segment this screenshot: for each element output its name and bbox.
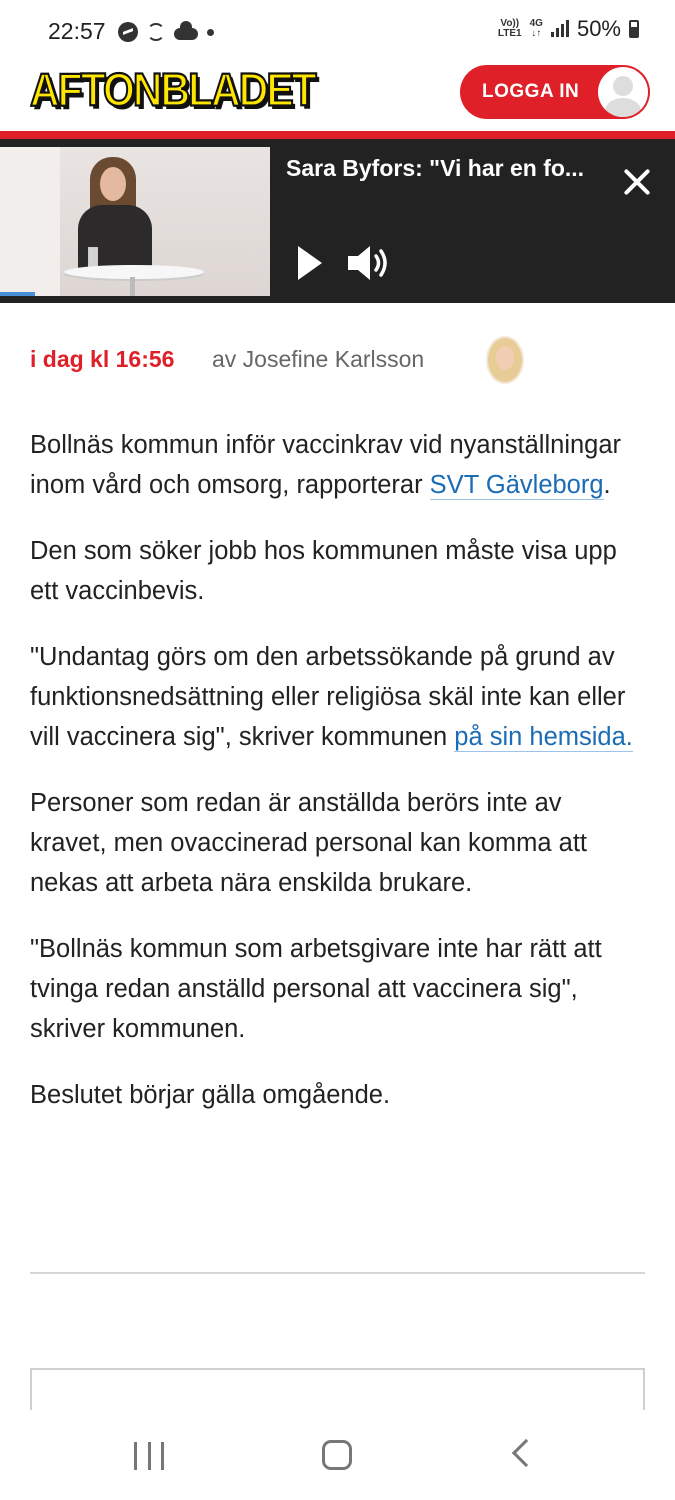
data-arrows-icon: ↓↑ [531, 28, 542, 39]
battery-icon [629, 20, 639, 38]
paragraph-1-end: . [603, 471, 611, 499]
video-title[interactable]: Sara Byfors: "Vi har en fo... [286, 155, 585, 181]
battery-percent: 50% [576, 16, 621, 41]
recent-apps-icon[interactable] [134, 1442, 164, 1470]
paragraph-1 [30, 425, 645, 505]
video-progress-bar [0, 292, 35, 296]
article-body [30, 425, 645, 1141]
site-header [0, 62, 675, 134]
paragraph-6: Beslutet börjar gälla omgående. [30, 1081, 391, 1109]
author-byline[interactable]: av Josefine Karlsson [212, 346, 425, 372]
aftonbladet-logo[interactable]: AFTONBLADET [30, 64, 315, 116]
volte-indicator [498, 19, 522, 39]
network-label: 4G [529, 18, 543, 29]
notification-icons [118, 18, 214, 46]
article-meta [30, 340, 645, 390]
user-avatar-icon [598, 67, 648, 117]
paragraph-2: Den som söker jobb hos kommunen måste visa upp ett vaccinbevis. [30, 537, 617, 605]
paragraph-4: Personer som redan är anställda berörs inte av kravet, men ovaccinerad personal kan komma att nekas att arbeta nära enskilda brukare. [30, 789, 588, 897]
author-avatar[interactable] [486, 336, 524, 384]
home-icon[interactable] [322, 1440, 352, 1470]
paragraph-3 [30, 637, 645, 757]
hemsida-link[interactable]: på sin hemsida. [454, 723, 633, 751]
volume-icon[interactable] [346, 243, 392, 283]
back-icon[interactable] [512, 1439, 540, 1467]
close-icon[interactable] [620, 165, 654, 199]
sticky-video-player [0, 139, 675, 303]
system-indicators [498, 16, 639, 42]
volte-label: Vo)) [500, 18, 520, 29]
paragraph-1-text: Bollnäs kommun inför vaccinkrav vid nyanställningar inom vård och omsorg, rapporterar [30, 431, 622, 499]
sync-icon [147, 23, 165, 41]
lte-label: LTE1 [497, 28, 522, 39]
article-divider [30, 1272, 645, 1274]
paragraph-5: "Bollnäs kommun som arbetsgivare inte har rätt att tvinga redan anställd personal att vaccinera sig", skriver kommunen. [30, 935, 602, 1043]
network-indicator [530, 19, 543, 39]
login-label: LOGGA IN [482, 81, 580, 102]
cloud-icon [174, 28, 198, 40]
svt-link[interactable]: SVT Gävleborg [429, 471, 604, 499]
system-nav-bar [0, 1410, 675, 1500]
paragraph-3-text: "Undantag görs om den arbetssökande på grund av funktionsnedsättning eller religiösa skäl inte kan eller vill vaccinera sig", skriver kommunen [30, 643, 626, 751]
play-icon[interactable] [298, 246, 322, 280]
messenger-icon [118, 22, 138, 42]
header-divider [0, 131, 675, 139]
dot-icon [207, 29, 214, 36]
login-button[interactable] [460, 65, 650, 119]
status-time: 22:57 [48, 18, 106, 44]
publish-date: i dag kl 16:56 [30, 346, 175, 372]
signal-icon [551, 21, 569, 37]
video-thumbnail[interactable] [0, 147, 270, 296]
status-bar [0, 0, 675, 62]
